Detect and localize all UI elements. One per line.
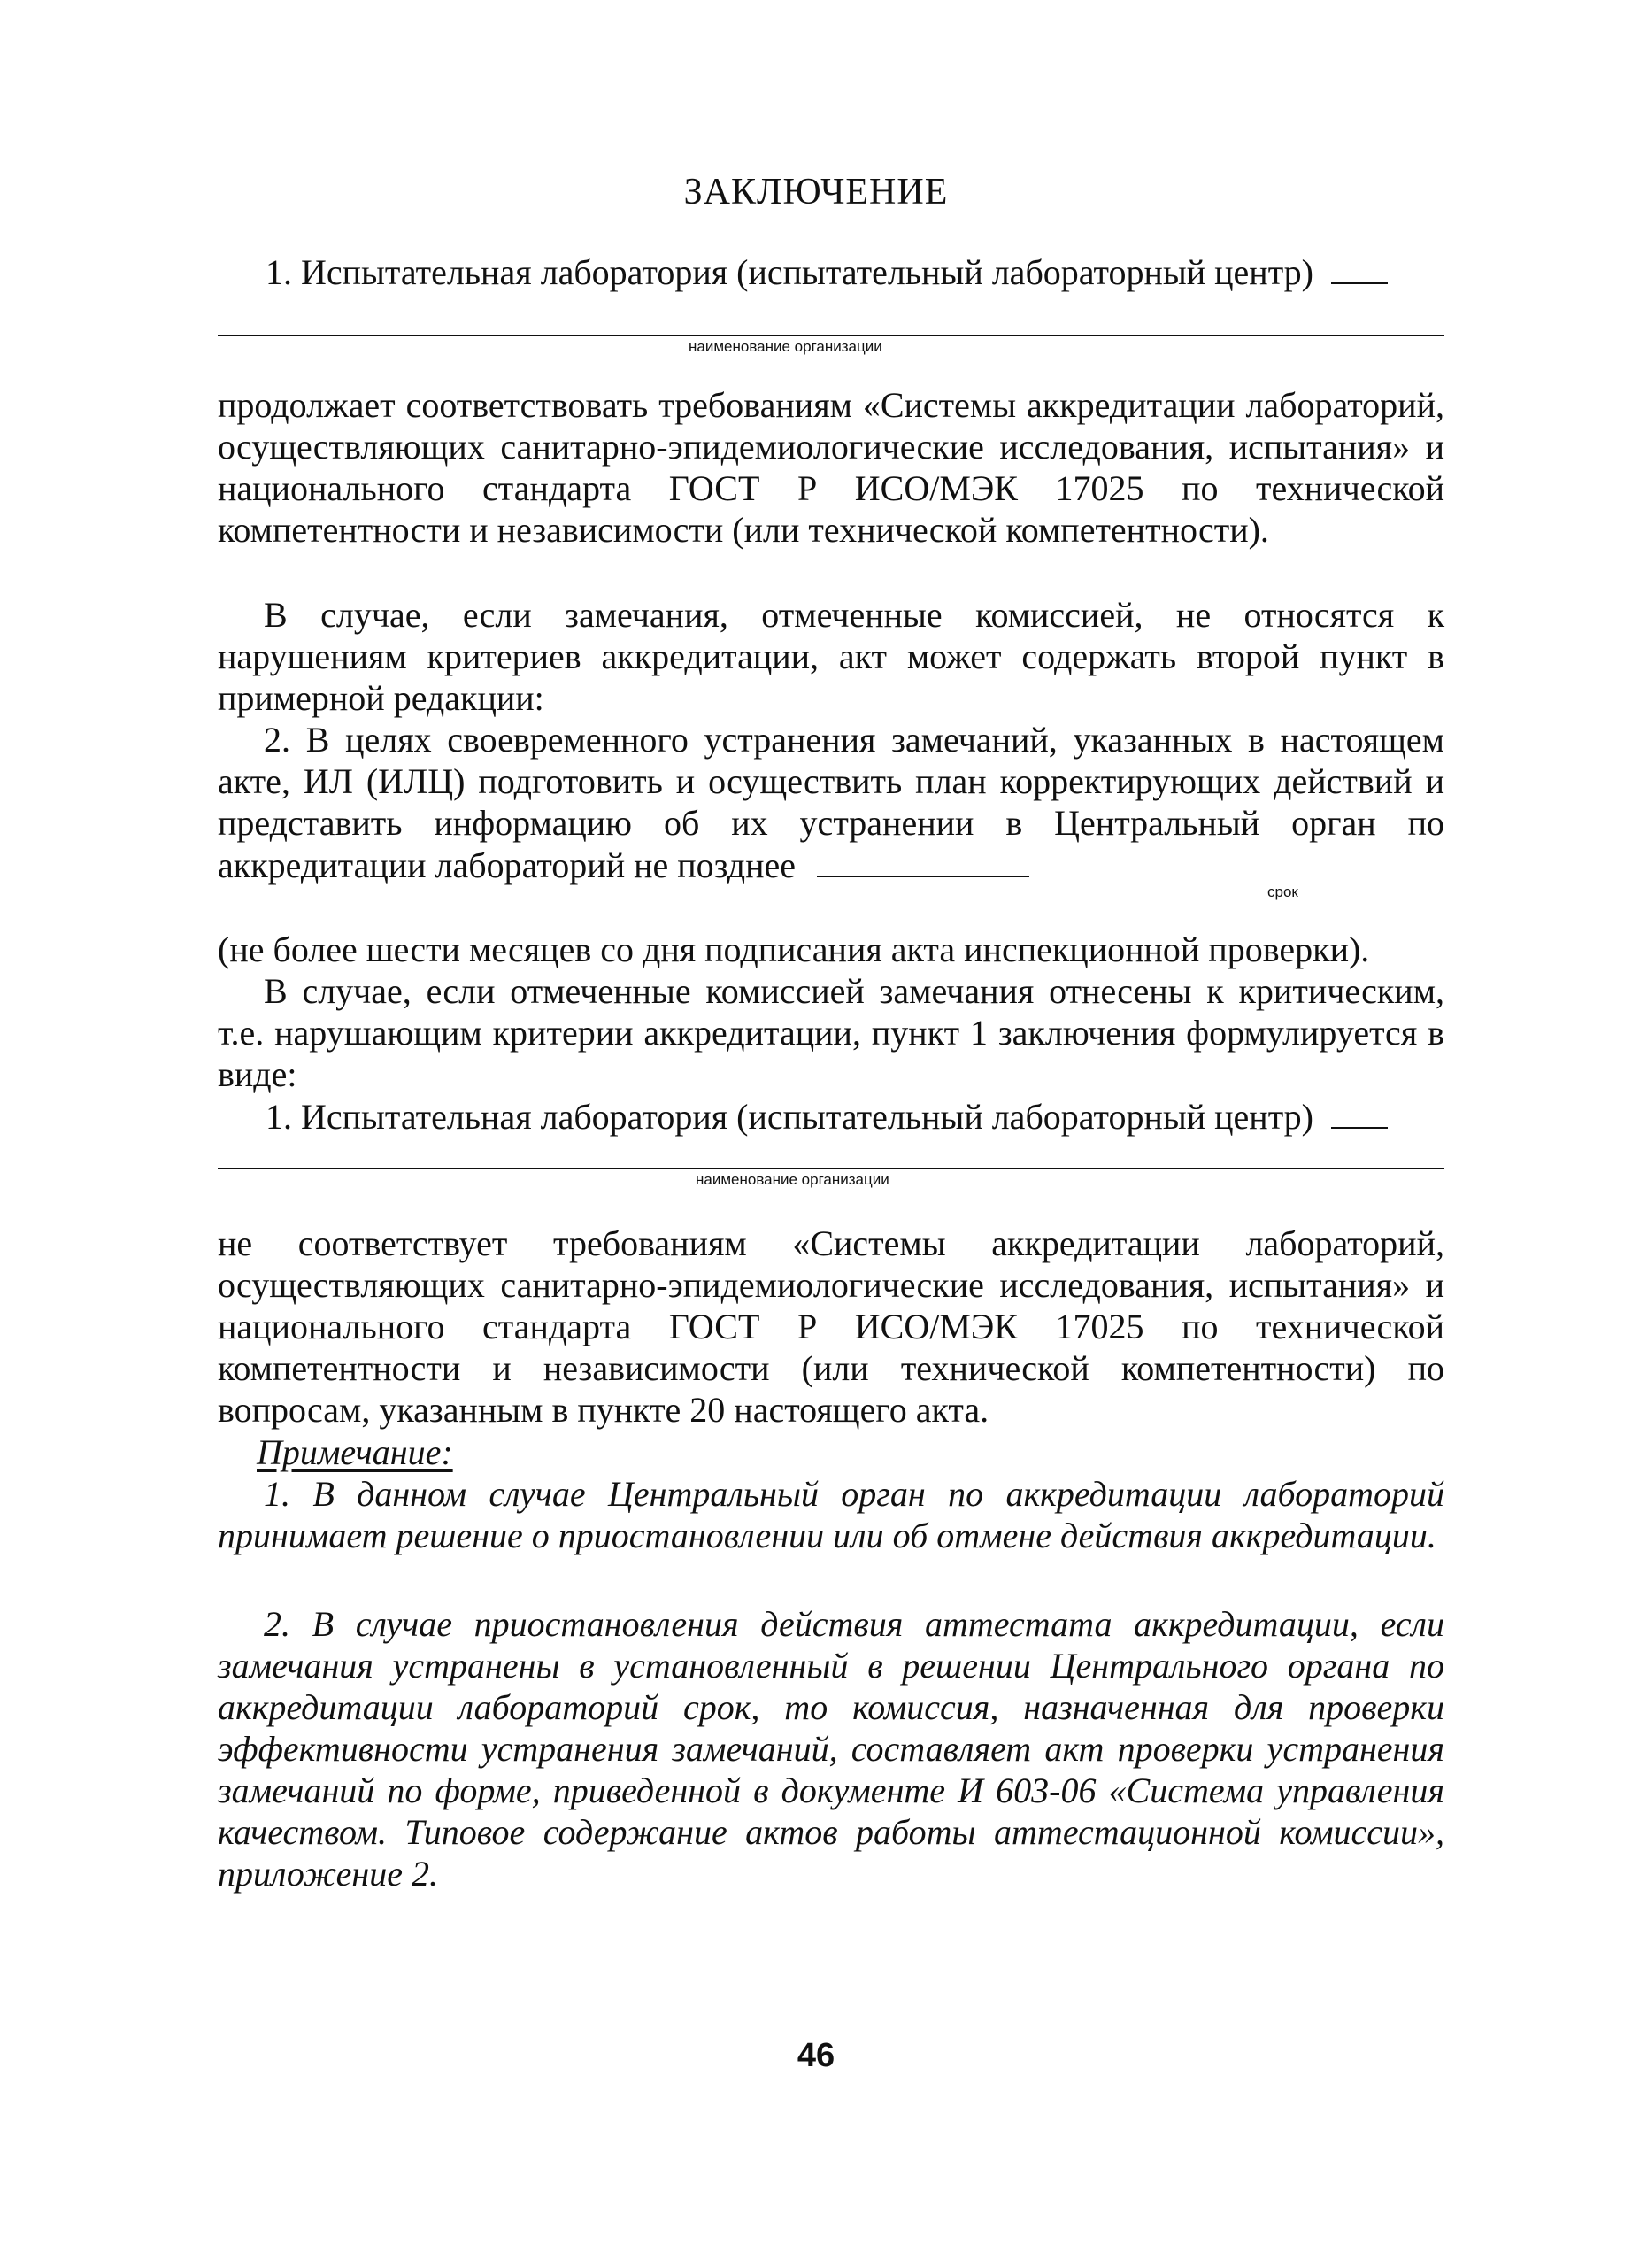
- item2-text: 2. В целях своевременного устранения замечаний, указанных в настоящем акте, ИЛ (ИЛЦ) подготовить и осуществить план корректирующих действий и представить информацию об их устранении в Центральный орган по аккредитации лабораторий не позднее: [218, 720, 1444, 885]
- item1-continuation: продолжает соответствовать требованиям «Системы аккредитации лабораторий, осуществляющих санитарно-эпидемиологические исследования, испытания» и национального стандарта ГОСТ Р ИСО/МЭК 17025 по технической компетентности и независимости (или технической компетентности).: [218, 385, 1444, 550]
- item2-paragraph: [218, 719, 1444, 886]
- item1-alt-line: [266, 1095, 1444, 1138]
- page-number: 46: [797, 2037, 835, 2074]
- item2-caption: срок: [1267, 883, 1298, 900]
- item1-alt-caption: наименование организации: [696, 1171, 889, 1188]
- case-critical-paragraph: В случае, если отмеченные комиссией замечания отнесены к критическим, т.е. нарушающим критерии аккредитации, пункт 1 заключения формулируется в виде:: [218, 971, 1444, 1094]
- note-heading: Примечание:: [257, 1432, 453, 1472]
- item2-deadline-blank: [817, 844, 1029, 877]
- item1-alt-fill-line: [218, 1168, 1444, 1169]
- item2-continuation: (не более шести месяцев со дня подписания акта инспекционной проверки).: [218, 930, 1370, 969]
- note-item-1: 1. В данном случае Центральный орган по аккредитации лабораторий принимает решение о приостановлении или об отмене действия аккредитации.: [218, 1474, 1444, 1555]
- item1-line: [266, 251, 1444, 293]
- page-title: ЗАКЛЮЧЕНИЕ: [683, 172, 949, 212]
- item1-caption: наименование организации: [689, 338, 882, 355]
- item1-text: 1. Испытательная лаборатория (испытательный лабораторный центр): [266, 252, 1314, 292]
- item1-alt-fill-blank: [1331, 1095, 1388, 1129]
- item1-alt-continuation: не соответствует требованиям «Системы аккредитации лабораторий, осуществляющих санитарно-эпидемиологические исследования, испытания» и национального стандарта ГОСТ Р ИСО/МЭК 17025 по технической компетентности и независимости (или технической компетентности) по вопросам, указанным в пункте 20 настоящего акта.: [218, 1223, 1444, 1430]
- note-item-2: 2. В случае приостановления действия аттестата аккредитации, если замечания устранены в установленный в решении Центрального органа по аккредитации лабораторий срок, то комиссия, назначенная для проверки эффективности устранения замечаний, составляет акт проверки устранения замечаний по форме, приведенной в документе И 603-06 «Система управления качеством. Типовое содержание актов работы аттестационной комиссии», приложение 2.: [218, 1604, 1444, 1894]
- item1-fill-line: [218, 335, 1444, 336]
- item1-alt-text: 1. Испытательная лаборатория (испытательный лабораторный центр): [266, 1097, 1314, 1137]
- item1-fill-blank: [1331, 251, 1388, 284]
- case-minor-paragraph: В случае, если замечания, отмеченные комиссией, не относятся к нарушениям критериев аккредитации, акт может содержать второй пункт в примерной редакции:: [218, 595, 1444, 718]
